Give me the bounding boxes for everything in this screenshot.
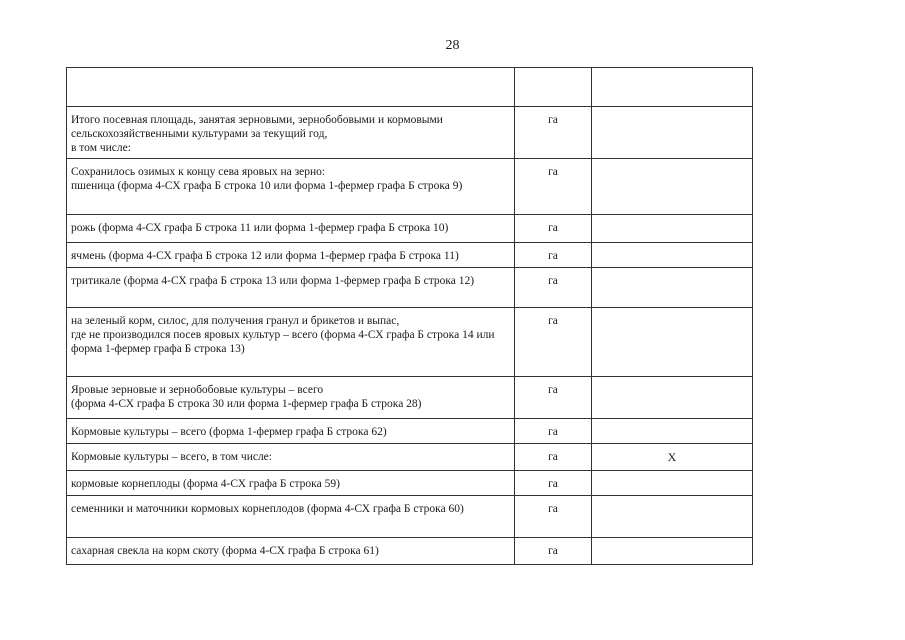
table-row [67,243,753,268]
row-unit: га [515,215,592,243]
row-name: семенники и маточники кормовых корнеплодов (форма 4-СХ графа Б строка 60) [67,496,515,538]
table-row [67,538,753,565]
row-unit: га [515,159,592,215]
row-name: Сохранилось озимых к концу сева яровых на зерно: пшеница (форма 4-СХ графа Б строка 10 или форма 1-фермер графа Б строка 9) [67,159,515,215]
table-row [67,308,753,377]
row-unit: га [515,419,592,444]
table-row [67,268,753,308]
row-name: Итого посевная площадь, занятая зерновыми, зернобобовыми и кормовыми сельскохозяйственными культурами за текущий год, в том числе: [67,107,515,159]
row-unit: га [515,268,592,308]
table-row [67,444,753,471]
header-cell-name [67,68,515,107]
row-name: Кормовые культуры – всего, в том числе: [67,444,515,471]
row-name: Яровые зерновые и зернобобовые культуры – всего (форма 4-СХ графа Б строка 30 или форма 1-фермер графа Б строка 28) [67,377,515,419]
row-value: Х [592,444,753,471]
row-value [592,215,753,243]
table-row [67,496,753,538]
row-name: на зеленый корм, силос, для получения гранул и брикетов и выпас, где не производился посев яровых культур – всего (форма 4-СХ графа Б строка 14 или форма 1-фермер графа Б строка 13) [67,308,515,377]
row-unit: га [515,243,592,268]
header-cell-value [592,68,753,107]
table-row [67,419,753,444]
page-number: 28 [445,38,460,53]
row-value [592,159,753,215]
table-row [67,471,753,496]
row-value [592,496,753,538]
row-unit: га [515,444,592,471]
row-name: кормовые корнеплоды (форма 4-СХ графа Б строка 59) [67,471,515,496]
row-value [592,243,753,268]
row-unit: га [515,538,592,565]
row-unit: га [515,471,592,496]
row-unit: га [515,107,592,159]
table-row [67,215,753,243]
row-value [592,107,753,159]
row-name: тритикале (форма 4-СХ графа Б строка 13 или форма 1-фермер графа Б строка 12) [67,268,515,308]
row-name: ячмень (форма 4-СХ графа Б строка 12 или форма 1-фермер графа Б строка 11) [67,243,515,268]
row-unit: га [515,308,592,377]
row-unit: га [515,377,592,419]
table-row [67,159,753,215]
row-value [592,308,753,377]
row-value [592,268,753,308]
row-name: Кормовые культуры – всего (форма 1-фермер графа Б строка 62) [67,419,515,444]
header-cell-unit [515,68,592,107]
row-value [592,538,753,565]
row-value [592,377,753,419]
table-row [67,107,753,159]
table-row [67,377,753,419]
row-value [592,419,753,444]
row-name: сахарная свекла на корм скоту (форма 4-СХ графа Б строка 61) [67,538,515,565]
row-name: рожь (форма 4-СХ графа Б строка 11 или форма 1-фермер графа Б строка 10) [67,215,515,243]
crop-area-table [66,67,753,565]
table-header-row [67,68,753,107]
row-unit: га [515,496,592,538]
row-value [592,471,753,496]
